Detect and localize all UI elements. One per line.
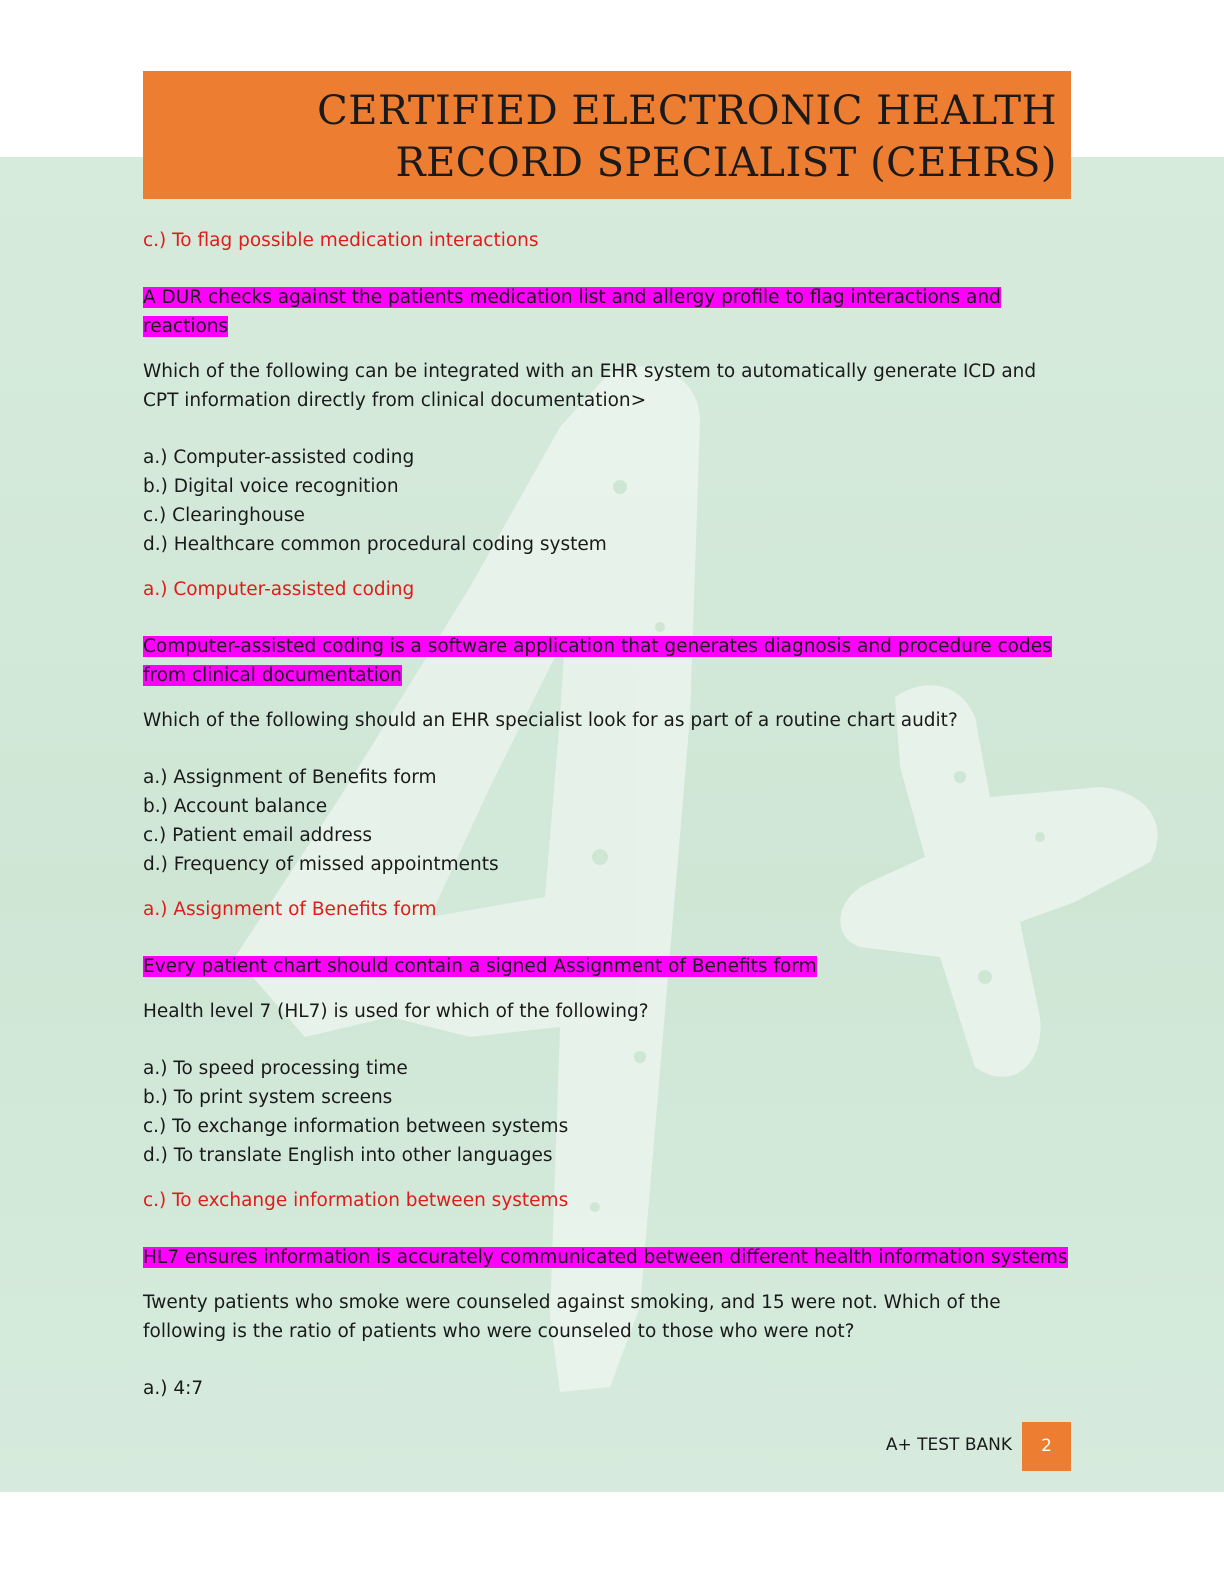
page-number: 2 xyxy=(1022,1422,1071,1471)
question-2-text: Which of the following should an EHR specialist look for as part of a routine chart audit? xyxy=(143,710,958,731)
explanation-3: HL7 ensures information is accurately communicated between different health information systems xyxy=(143,1247,1068,1268)
option-1a: a.) Computer-assisted coding xyxy=(143,447,415,468)
option-1b: b.) Digital voice recognition xyxy=(143,476,399,497)
option-2c: c.) Patient email address xyxy=(143,825,373,846)
option-3d: d.) To translate English into other languages xyxy=(143,1145,553,1166)
explanation-2: Every patient chart should contain a signed Assignment of Benefits form xyxy=(143,956,817,977)
question-content xyxy=(143,226,1073,1403)
option-3c: c.) To exchange information between systems xyxy=(143,1116,569,1137)
question-4-text: Twenty patients who smoke were counseled against smoking, and 15 were not. Which of the following is the ratio of patients who were counseled to those who were not? xyxy=(143,1292,1001,1342)
footer-label: A+ TEST BANK xyxy=(885,1435,1012,1455)
option-1c: c.) Clearinghouse xyxy=(143,505,305,526)
title-line-2: RECORD SPECIALIST (CEHRS) xyxy=(395,140,1057,186)
option-4a: a.) 4:7 xyxy=(143,1378,204,1399)
page-title xyxy=(317,85,1057,189)
question-1-text: Which of the following can be integrated with an EHR system to automatically generate ICD and CPT information directly from clinical documentation> xyxy=(143,361,1037,411)
previous-explanation: A DUR checks against the patients medication list and allergy profile to flag interactions and reactions xyxy=(143,287,1001,337)
previous-answer: c.) To flag possible medication interactions xyxy=(143,230,539,251)
option-3b: b.) To print system screens xyxy=(143,1087,393,1108)
question-3-text: Health level 7 (HL7) is used for which of the following? xyxy=(143,1001,649,1022)
option-3a: a.) To speed processing time xyxy=(143,1058,408,1079)
answer-2: a.) Assignment of Benefits form xyxy=(143,899,437,920)
title-line-1: CERTIFIED ELECTRONIC HEALTH xyxy=(317,88,1057,134)
option-2b: b.) Account balance xyxy=(143,796,328,817)
option-2d: d.) Frequency of missed appointments xyxy=(143,854,499,875)
option-1d: d.) Healthcare common procedural coding system xyxy=(143,534,607,555)
header-banner xyxy=(143,71,1071,199)
answer-3: c.) To exchange information between systems xyxy=(143,1190,569,1211)
answer-1: a.) Computer-assisted coding xyxy=(143,579,415,600)
explanation-1: Computer-assisted coding is a software application that generates diagnosis and procedure codes from clinical documentation xyxy=(143,636,1052,686)
option-2a: a.) Assignment of Benefits form xyxy=(143,767,437,788)
